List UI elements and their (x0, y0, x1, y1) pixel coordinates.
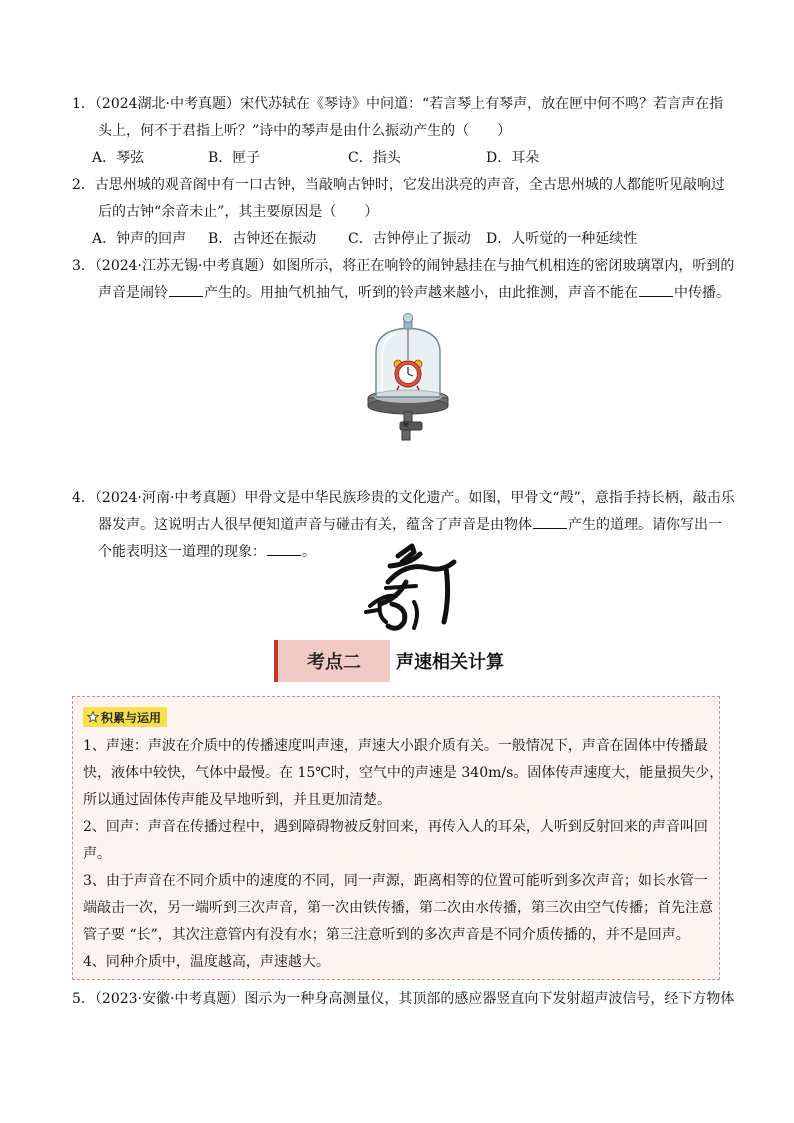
question-2 (72, 172, 724, 253)
question-2-options (72, 226, 724, 253)
question-4-text-d: 。 (302, 544, 316, 560)
knowledge-tag (83, 707, 167, 727)
star-icon (87, 711, 99, 723)
question-1 (72, 91, 724, 172)
question-3 (72, 253, 735, 307)
question-1-option-b[interactable]: B．匣子 (208, 150, 261, 166)
question-2-option-a[interactable]: A．钟声的回声 (92, 231, 187, 247)
question-1-stem-line-1: 1．（2024湖北·中考真题）宋代苏轼在《琴诗》中问道：“若言琴上有琴声，放在匣中何不鸣？若言声在指 (72, 96, 724, 112)
section-heading (274, 640, 504, 682)
question-1-option-d[interactable]: D．耳朵 (486, 150, 540, 166)
section-badge: 考点二 (274, 640, 390, 682)
knowledge-line: 声。 (83, 846, 111, 862)
knowledge-line: 1、声速：声波在介质中的传播速度叫声速，声速大小跟介质有关。一般情况下，声音在固体中传播最 (83, 738, 708, 754)
question-3-stem-line-2 (72, 280, 730, 307)
question-1-option-c[interactable]: C．指头 (348, 150, 401, 166)
knowledge-line: 管子要 “长”，其次注意管内有没有水；第三注意听到的多次声音是不同介质传播的，并不是回声。 (83, 927, 690, 943)
knowledge-box (72, 696, 724, 980)
question-4-blank-2[interactable] (267, 539, 301, 556)
question-4-text-b: 产生的道理。请你写出一 (568, 517, 722, 533)
question-2-option-c[interactable]: C．古钟停止了振动 (348, 231, 471, 247)
bell-jar-alarm-clock-figure (366, 312, 450, 452)
question-3-stem-line-1: 3．（2024·江苏无锡·中考真题）如图所示，将正在响铃的闹钟悬挂在与抽气机相连的密闭玻璃罩内，听到的 (72, 258, 735, 274)
section-title: 声速相关计算 (396, 652, 504, 673)
question-3-text-a: 声音是闹铃 (98, 285, 168, 301)
oracle-bone-glyph-figure (358, 542, 460, 634)
knowledge-line: 3、由于声音在不同介质中的速度的不同，同一声源，距离相等的位置可能听到多次声音；如长水管一 (83, 873, 708, 889)
question-3-text-b: 产生的。用抽气机抽气，听到的铃声越来越小，由此推测，声音不能在 (204, 285, 638, 301)
knowledge-tag-label: 积累与运用 (101, 710, 162, 725)
question-4-stem-line-2 (72, 512, 724, 539)
question-1-option-a[interactable]: A．琴弦 (92, 150, 145, 166)
question-1-stem-line-2: 头上，何不于君指上听？”诗中的琴声是由什么振动产生的（ ） (98, 123, 512, 139)
question-2-stem-line-2: 后的古钟“余音未止”，其主要原因是（ ） (98, 204, 379, 220)
knowledge-line: 端敲击一次，另一端听到三次声音，第一次由铁传播，第二次由水传播，第三次由空气传播；首先注意 (83, 900, 713, 916)
question-4-text-a: 器发声。这说明古人很早便知道声音与碰击有关，蕴含了声音是由物体 (98, 517, 532, 533)
question-4-stem-line-1: 4．（2024·河南·中考真题）甲骨文是中华民族珍贵的文化遗产。如图，甲骨文“殸”，意指手持长柄，敲击乐 (72, 490, 735, 506)
question-4-blank-1[interactable] (533, 512, 567, 529)
question-2-option-d[interactable]: D．人听觉的一种延续性 (486, 231, 638, 247)
question-2-option-b[interactable]: B．古钟还在振动 (208, 231, 317, 247)
knowledge-line: 快，液体中较快，气体中最慢。在 15℃时，空气中的声速是 340m/s。固体传声速度大，能量损失少， (83, 765, 724, 781)
question-3-blank-2[interactable] (639, 280, 673, 297)
question-5-stem-line-1: 5．（2023·安徽·中考真题）图示为一种身高测量仪，其顶部的感应器竖直向下发射超声波信号，经下方物体 (72, 991, 735, 1007)
question-4-text-c: 个能表明这一道理的现象： (98, 544, 266, 560)
knowledge-line: 所以通过固体传声能及早地听到，并且更加清楚。 (83, 792, 391, 808)
question-3-text-c: 中传播。 (674, 285, 730, 301)
question-3-blank-1[interactable] (169, 280, 203, 297)
question-1-options (72, 145, 724, 172)
question-2-stem-line-1: 2．古思州城的观音阁中有一口古钟，当敲响古钟时，它发出洪亮的声音，全古思州城的人都能听见敲响过 (72, 177, 725, 193)
knowledge-line: 4、同种介质中，温度越高，声速越大。 (83, 954, 330, 970)
knowledge-line: 2、回声：声音在传播过程中，遇到障碍物被反射回来，再传入人的耳朵，人听到反射回来的声音叫回 (83, 819, 708, 835)
question-5 (72, 986, 735, 1013)
knowledge-body (83, 733, 724, 976)
